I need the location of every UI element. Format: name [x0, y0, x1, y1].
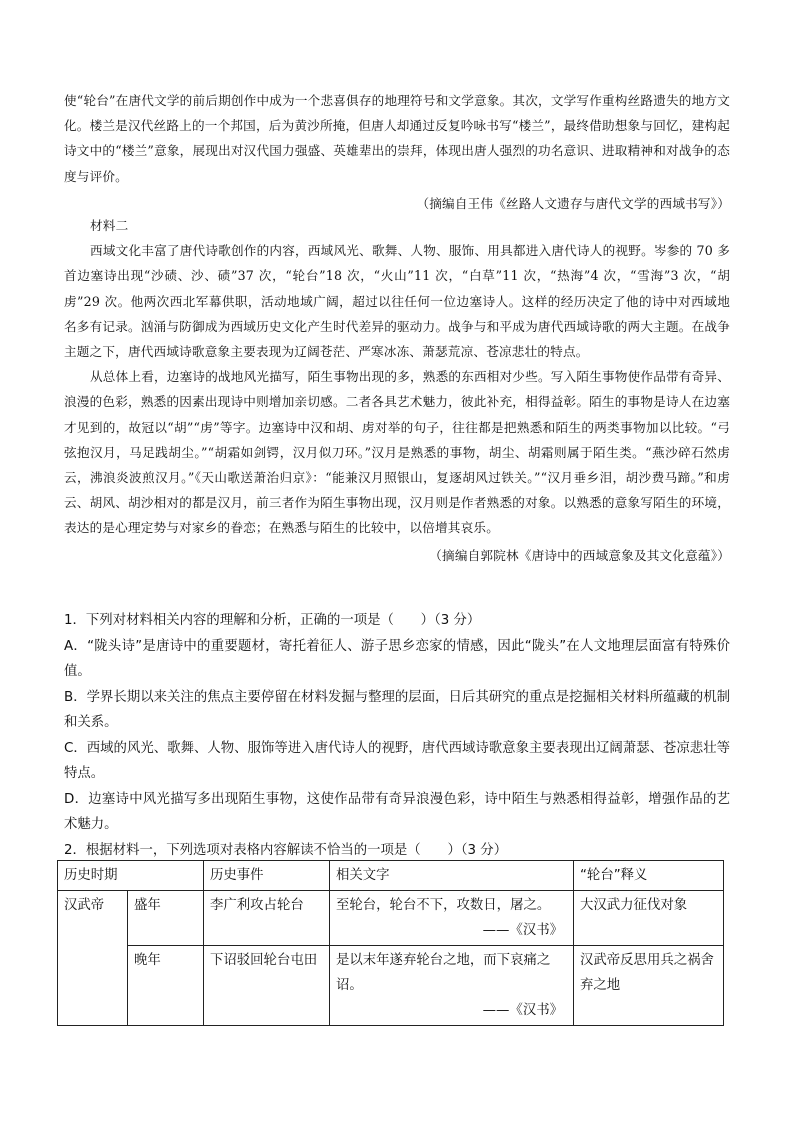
- quote-source: ——《汉书》: [482, 923, 563, 938]
- text-cell: [330, 891, 574, 946]
- table-row: [58, 946, 724, 1026]
- q1-option-c: C．西域的风光、歌舞、人物、服饰等进入唐代诗人的视野，唐代西域诗歌意象主要表现出辽阔萧瑟、苍凉悲壮等特点。: [64, 740, 730, 781]
- material2-label: 材料二: [90, 218, 129, 233]
- quote-text: 是以末年遂弃轮台之地，而下哀痛之诏。: [336, 953, 551, 993]
- emperor-cell: 汉武帝: [58, 891, 128, 1026]
- text-cell: [330, 946, 574, 1026]
- q1-stem: 1．下列对材料相关内容的理解和分析，正确的一项是（ ）（3 分）: [64, 613, 481, 628]
- material1-passage: [64, 88, 730, 216]
- q1-option-a: A．“陇头诗”是唐诗中的重要题材，寄托着征人、游子思乡恋家的情感，因此“陇头”在人文地理层面富有特殊价值。: [64, 638, 730, 679]
- quote-text: 至轮台，轮台不下，攻数日，屠之。: [336, 898, 551, 913]
- meaning-cell: 大汉武力征伐对象: [574, 891, 724, 946]
- material2-passage: [64, 213, 730, 568]
- header-meaning: “轮台”释义: [574, 861, 724, 891]
- period-cell: 晚年: [128, 946, 204, 1026]
- q2-stem: 2．根据材料一，下列选项对表格内容解读不恰当的一项是（ ）（3 分）: [64, 842, 508, 858]
- question-1: [64, 608, 730, 863]
- event-cell: 下诏驳回轮台屯田: [204, 946, 330, 1026]
- material1-source: （摘编自王伟《丝路人文遗存与唐代文学的西域书写》）: [416, 195, 730, 211]
- meaning-cell: 汉武帝反思用兵之祸舍弃之地: [574, 946, 724, 1026]
- quote-source: ——《汉书》: [482, 1003, 563, 1018]
- period-cell: 盛年: [128, 891, 204, 946]
- q1-option-d: D．边塞诗中风光描写多出现陌生事物，这使作品带有奇异浪漫色彩，诗中陌生与熟悉相得益彰，增强作品的艺术魅力。: [64, 791, 730, 832]
- lunt-table: [57, 860, 724, 1026]
- q1-option-b: B．学界长期以来关注的焦点主要停留在材料发掘与整理的层面，日后其研究的重点是挖掘相关材料所蕴藏的机制和关系。: [64, 689, 730, 730]
- material2-para1: 西域文化丰富了唐代诗歌创作的内容，西域风光、歌舞、人物、服饰、用具都进入唐代诗人的视野。岑参的 70 多首边塞诗出现“沙碛、沙、碛”37 次，“轮台”18 次，“火山”11 次，“白草”11 次，“热海”4 次，“雪海”3 次，“胡虏”29 次。他两次西北军幕供职，活动地域广阔，超过以往任何一位边塞诗人。这样的经历决定了他的诗中对西域地名多有记录。汹涌与防御成为西域历史文化产生时代差异的驱动力。战争与和平成为唐代西域诗歌的两大主题。在战争主题之下，唐代西域诗歌意象主要表现为辽阔苍茫、严寒冰冻、萧瑟荒凉、苍凉悲壮的特点。: [64, 243, 730, 360]
- event-cell: 李广利攻占轮台: [204, 891, 330, 946]
- material2-source: （摘编自郭院林《唐诗中的西域意象及其文化意蕴》）: [429, 547, 730, 563]
- material1-tail: 使“轮台”在唐代文学的前后期创作中成为一个悲喜俱存的地理符号和文学意象。其次，文学写作重构丝路遗失的地方文化。楼兰是汉代丝路上的一个邦国，后为黄沙所掩，但唐人却通过反复吟咏书写“楼兰”，最终借助想象与回忆，建构起诗文中的“楼兰”意象，展现出对汉代国力强盛、英雄辈出的崇拜，体现出唐人强烈的功名意识、进取精神和对战争的态度与评价。: [64, 93, 730, 184]
- material2-para2: 从总体上看，边塞诗的战地风光描写，陌生事物出现的多，熟悉的东西相对少些。写入陌生事物使作品带有奇异、浪漫的色彩，熟悉的因素出现诗中则增加亲切感。二者各具艺术魅力，彼此补充，相得益彰。陌生的事物是诗人在边塞才见到的，故冠以“胡”“虏”等字。边塞诗中汉和胡、虏对举的句子，往往都是把熟悉和陌生的两类事物加以比较。“弓弦抱汉月，马足践胡尘。”“胡霜如剑锷，汉月似刀环。”汉月是熟悉的事物，胡尘、胡霜则属于陌生类。“燕沙碎石然虏云，沸浪炎波煎汉月。”《天山歌送萧治归京》：“能兼汉月照银山，复逐胡风过铁关。”“汉月垂乡泪，胡沙费马蹄。”和虏云、胡风、胡沙相对的都是汉月，前三者作为陌生事物出现，汉月则是作者熟悉的对象。以熟悉的意象写陌生的环境，表达的是心理定势与对家乡的眷恋；在熟悉与陌生的比较中，以倍增其哀乐。: [64, 369, 730, 536]
- table-row: [58, 891, 724, 946]
- header-event: 历史事件: [204, 861, 330, 891]
- header-period: 历史时期: [58, 861, 204, 891]
- header-text: 相关文字: [330, 861, 574, 891]
- table-header-row: [58, 861, 724, 891]
